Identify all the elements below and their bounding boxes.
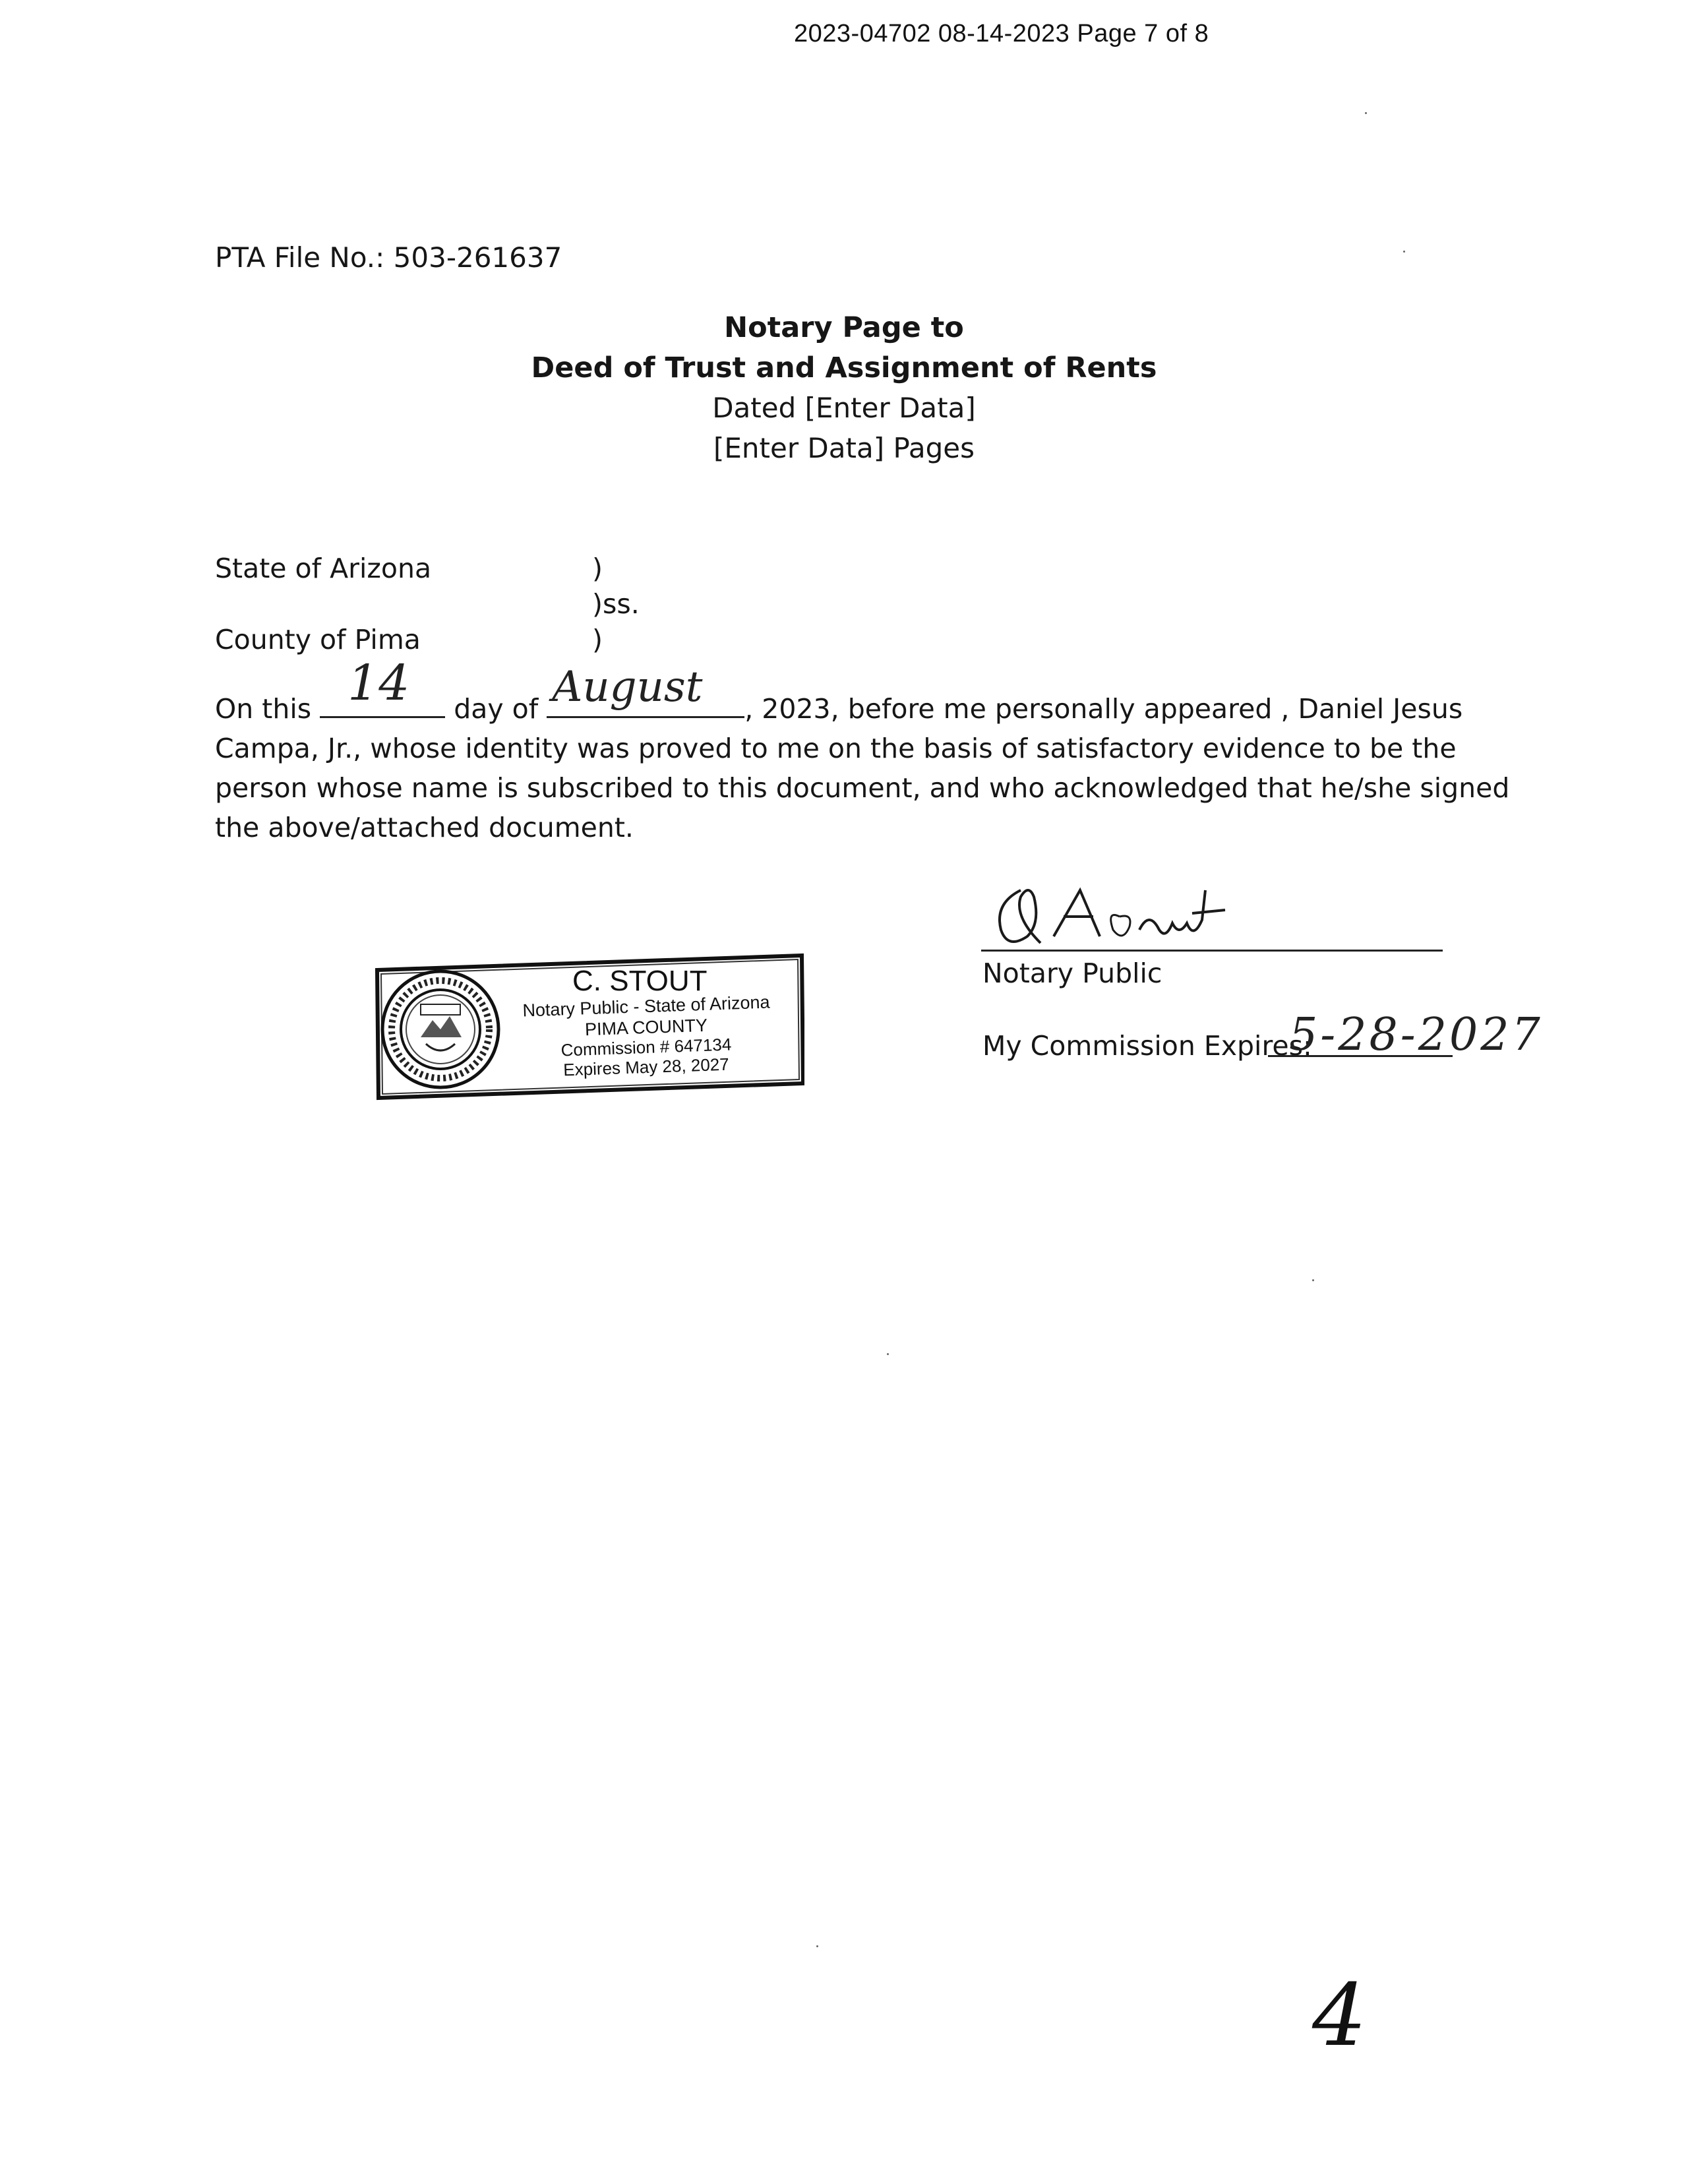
ack-line-1-rest: , 2023, before me personally appeared , Daniel Jesus — [744, 693, 1463, 725]
acknowledgment-paragraph — [215, 655, 1510, 847]
seal-name: C. STOUT — [572, 965, 708, 997]
ack-line-4: the above/attached document. — [215, 812, 634, 843]
ack-day-of: day of — [454, 693, 539, 725]
venue-paren-2: ) — [592, 624, 603, 655]
day-handwritten: 14 — [347, 655, 410, 712]
ack-line-2: Campa, Jr., whose identity was proved to me on the basis of satisfactory evidence to be the — [215, 733, 1457, 764]
scan-speck — [1312, 1279, 1314, 1281]
ack-line-3: person whose name is subscribed to this document, and who acknowledged that he/she signed — [215, 772, 1510, 804]
venue-county: County of Pima — [215, 624, 421, 655]
venue-paren-1: ) — [592, 553, 603, 584]
file-number: PTA File No.: 503-261637 — [215, 241, 562, 274]
seal-expires: Expires May 28, 2027 — [562, 1054, 730, 1080]
title-line-2: Deed of Trust and Assignment of Rents — [531, 351, 1157, 384]
commission-expires-label: My Commission Expires: — [982, 1030, 1312, 1062]
notary-signature — [981, 877, 1443, 956]
title-line-1: Notary Page to — [724, 311, 964, 344]
state-seal-emblem — [382, 971, 498, 1087]
scan-speck — [816, 1945, 818, 1947]
month-handwritten: August — [552, 663, 703, 712]
page-mark: 4 — [1312, 1965, 1367, 2065]
scan-speck — [1365, 112, 1367, 114]
recording-stamp: 2023-04702 08-14-2023 Page 7 of 8 — [794, 20, 1209, 47]
day-blank — [320, 655, 445, 718]
signature-line — [981, 950, 1443, 952]
signature-graphic — [981, 877, 1284, 956]
commission-expires-handwritten: 5-28-2027 — [1289, 1009, 1543, 1061]
title-pages: [Enter Data] Pages — [713, 432, 975, 464]
notary-public-label: Notary Public — [982, 957, 1162, 989]
seal-commission: Commission # 647134 — [560, 1034, 732, 1060]
ack-on-this: On this — [215, 693, 312, 725]
scan-speck — [887, 1353, 889, 1355]
month-blank — [547, 663, 744, 718]
notary-seal-stamp — [375, 952, 804, 1101]
seal-title: Notary Public - State of Arizona — [522, 992, 770, 1021]
venue-ss: )ss. — [592, 588, 640, 620]
scan-speck — [1403, 251, 1405, 253]
venue-state: State of Arizona — [215, 553, 432, 584]
seal-county: PIMA COUNTY — [584, 1015, 708, 1040]
title-dated: Dated [Enter Data] — [712, 392, 976, 424]
